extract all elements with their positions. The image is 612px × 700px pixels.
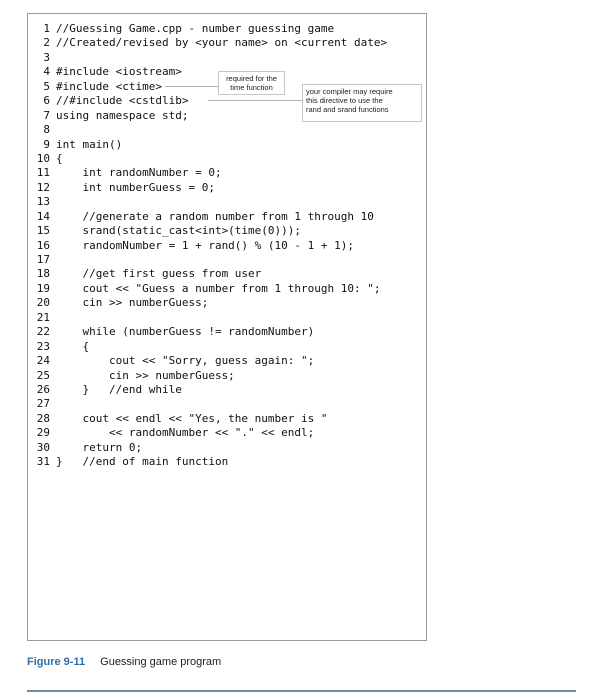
line-number: 17: [36, 253, 50, 266]
line-number: 23: [36, 339, 50, 353]
figure-title: Guessing game program: [100, 656, 222, 668]
code-text: int randomNumber = 0;: [56, 166, 222, 180]
callout-line: your compiler may require: [306, 87, 393, 96]
code-text: while (numberGuess != randomNumber): [56, 325, 315, 339]
figure-caption: [27, 656, 221, 668]
code-line: [36, 267, 387, 281]
code-line: [36, 325, 387, 339]
code-text: } //end while: [56, 382, 182, 396]
code-line: [36, 369, 387, 383]
code-line: [36, 296, 387, 310]
line-number: 20: [36, 296, 50, 310]
code-line: [36, 397, 387, 411]
code-line: [36, 195, 387, 209]
code-line: [36, 210, 387, 224]
callout-leader-rand: [208, 100, 302, 101]
line-number: 12: [36, 180, 50, 194]
code-text: //Guessing Game.cpp - number guessing game: [56, 22, 335, 35]
line-number: 22: [36, 325, 50, 339]
line-number: 9: [43, 137, 50, 151]
code-line: [36, 354, 387, 368]
line-number: 2: [43, 36, 50, 50]
code-text: randomNumber = 1 + rand() % (10 - 1 + 1);: [56, 238, 355, 252]
code-text: //Created/revised by <your name> on <current date>: [56, 36, 388, 50]
line-number: 29: [36, 426, 50, 440]
code-line: [36, 51, 387, 65]
line-number: 25: [36, 368, 50, 382]
code-line: [36, 383, 387, 397]
code-line: [36, 181, 387, 195]
code-text: } //end of main function: [56, 455, 229, 469]
code-text: {: [56, 339, 90, 353]
callout-rand-directive: [302, 84, 422, 122]
code-line: [36, 239, 387, 253]
code-text: #include <iostream>: [56, 65, 182, 79]
bottom-rule: [27, 690, 576, 692]
code-line: [36, 36, 387, 50]
line-number: 1: [43, 22, 50, 35]
code-text: srand(static_cast<int>(time(0)));: [56, 224, 302, 238]
code-line: [36, 282, 387, 296]
callout-line: time function: [230, 83, 273, 92]
line-number: 18: [36, 267, 50, 281]
line-number: 4: [43, 65, 50, 79]
line-number: 16: [36, 238, 50, 252]
code-line: [36, 65, 387, 79]
code-text: #include <ctime>: [56, 79, 162, 93]
code-line: [36, 166, 387, 180]
code-line: [36, 426, 387, 440]
code-text: cin >> numberGuess;: [56, 296, 209, 310]
callout-line: required for the: [226, 74, 277, 83]
line-number: 26: [36, 382, 50, 396]
callout-line: this directive to use the: [306, 96, 383, 105]
line-number: 3: [43, 50, 50, 64]
code-text: int main(): [56, 137, 123, 151]
line-number: 31: [36, 455, 50, 469]
code-text: //get first guess from user: [56, 267, 262, 281]
code-text: //generate a random number from 1 through 10: [56, 209, 374, 223]
line-number: 21: [36, 310, 50, 324]
code-text: return 0;: [56, 440, 143, 454]
code-line: [36, 123, 387, 137]
code-line: [36, 340, 387, 354]
line-number: 19: [36, 281, 50, 295]
code-line: [36, 455, 387, 469]
code-line: [36, 22, 387, 36]
line-number: 10: [36, 151, 50, 165]
line-number: 13: [36, 195, 50, 209]
callout-time-function: [218, 71, 285, 95]
code-text: cout << endl << "Yes, the number is ": [56, 411, 328, 425]
code-text: cin >> numberGuess;: [56, 368, 235, 382]
figure-number: Figure 9-11: [27, 656, 86, 668]
code-line: [36, 412, 387, 426]
callout-leader-time: [165, 86, 218, 87]
line-number: 14: [36, 209, 50, 223]
code-line: [36, 441, 387, 455]
code-line: [36, 138, 387, 152]
callout-line: rand and srand functions: [306, 105, 389, 114]
line-number: 15: [36, 224, 50, 238]
line-number: 28: [36, 411, 50, 425]
line-number: 24: [36, 354, 50, 368]
code-text: cout << "Sorry, guess again: ";: [56, 354, 315, 368]
code-text: {: [56, 151, 63, 165]
code-line: [36, 224, 387, 238]
code-text: cout << "Guess a number from 1 through 10: ";: [56, 281, 381, 295]
line-number: 7: [43, 108, 50, 122]
line-number: 30: [36, 440, 50, 454]
line-number: 6: [43, 94, 50, 108]
code-text: int numberGuess = 0;: [56, 180, 215, 194]
line-number: 11: [36, 166, 50, 180]
line-number: 5: [43, 79, 50, 93]
code-line: [36, 152, 387, 166]
line-number: 27: [36, 397, 50, 411]
line-number: 8: [43, 123, 50, 137]
code-text: //#include <cstdlib>: [56, 94, 189, 108]
code-line: [36, 311, 387, 325]
code-line: [36, 253, 387, 267]
code-figure-frame: [27, 13, 427, 641]
code-text: << randomNumber << "." << endl;: [56, 426, 315, 440]
code-text: using namespace std;: [56, 108, 189, 122]
